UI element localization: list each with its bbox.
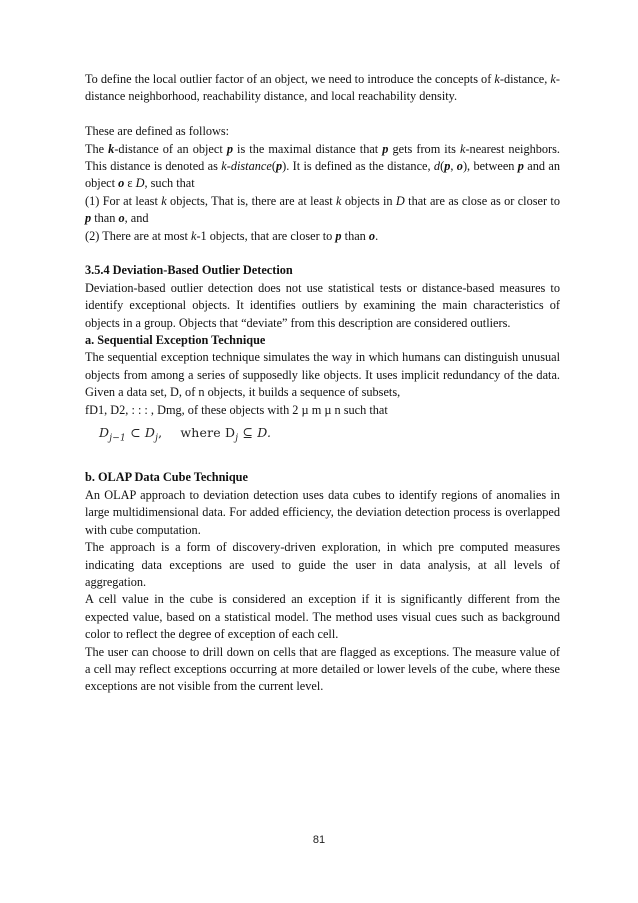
- page-number: 81: [312, 834, 326, 846]
- condition-1: (1) For at least k objects, That is, there are at least k objects in D that are as close as or closer to p than o, and: [85, 193, 560, 226]
- section-heading-3-5-4: 3.5.4 Deviation-Based Outlier Detection: [85, 263, 293, 278]
- spacer: [85, 245, 560, 262]
- k-distance-definition: The k-distance of an object p is the maximal distance that p gets from its k-nearest neighbors. This distance is denoted as k-distance(p). It is defined as the distance, d(p, o), between p and an object o ε D, such that: [85, 141, 560, 191]
- section-3-5-4-body: Deviation-based outlier detection does not use statistical tests or distance-based measures to identify exceptional objects. It identifies outliers by examining the main characteristics of objects in a group. Objects that “deviate” from this description are considered outliers.: [85, 280, 560, 330]
- subsection-a-body: The sequential exception technique simulates the way in which humans can distinguish unusual objects from among a series of supposedly like objects. It uses implicit redundancy of the data. Given a data set, D, of n objects, it builds a sequence of subsets,: [85, 350, 560, 400]
- olap-paragraph-2: The approach is a form of discovery-driven exploration, in which pre computed measures indicating data exceptions are used to guide the user in data analysis, at all levels of aggregation.: [85, 540, 560, 589]
- definitions-lead: These are defined as follows:: [85, 124, 230, 139]
- page-body: [85, 71, 560, 696]
- olap-paragraph-1: An OLAP approach to deviation detection uses data cubes to identify regions of anomalies in large multidimensional data. For added efficiency, the deviation detection process is overlapped with cube computation.: [85, 487, 560, 537]
- subsection-heading-a: a. Sequential Exception Technique: [85, 333, 266, 348]
- subsets-line: fD1, D2, : : : , Dmg, of these objects with 2 µ m µ n such that: [85, 402, 388, 417]
- condition-2: (2) There are at most k-1 objects, that are closer to p than o.: [85, 228, 379, 243]
- subsection-heading-b: b. OLAP Data Cube Technique: [85, 470, 248, 485]
- intro-paragraph: To define the local outlier factor of an object, we need to introduce the concepts of k-distance, k-distance neighborhood, reachability distance, and local reachability density.: [85, 72, 560, 104]
- olap-paragraph-4: The user can choose to drill down on cells that are flagged as exceptions. The measure value of a cell may reflect exceptions occurring at more detailed or lower levels of the cube, where these exceptions are not visible from the current level.: [85, 644, 560, 694]
- olap-paragraph-3: A cell value in the cube is considered an exception if it is significantly different from the expected value, based on a statistical model. The method uses visual cues such as background color to reflect the degree of exception of each cell.: [85, 592, 560, 642]
- spacer: [85, 452, 560, 469]
- subset-equation: $D_{j-1}$ ⊂ $D_j$, where $D_j$ ⊆ D.: [99, 425, 272, 444]
- spacer: [85, 106, 560, 123]
